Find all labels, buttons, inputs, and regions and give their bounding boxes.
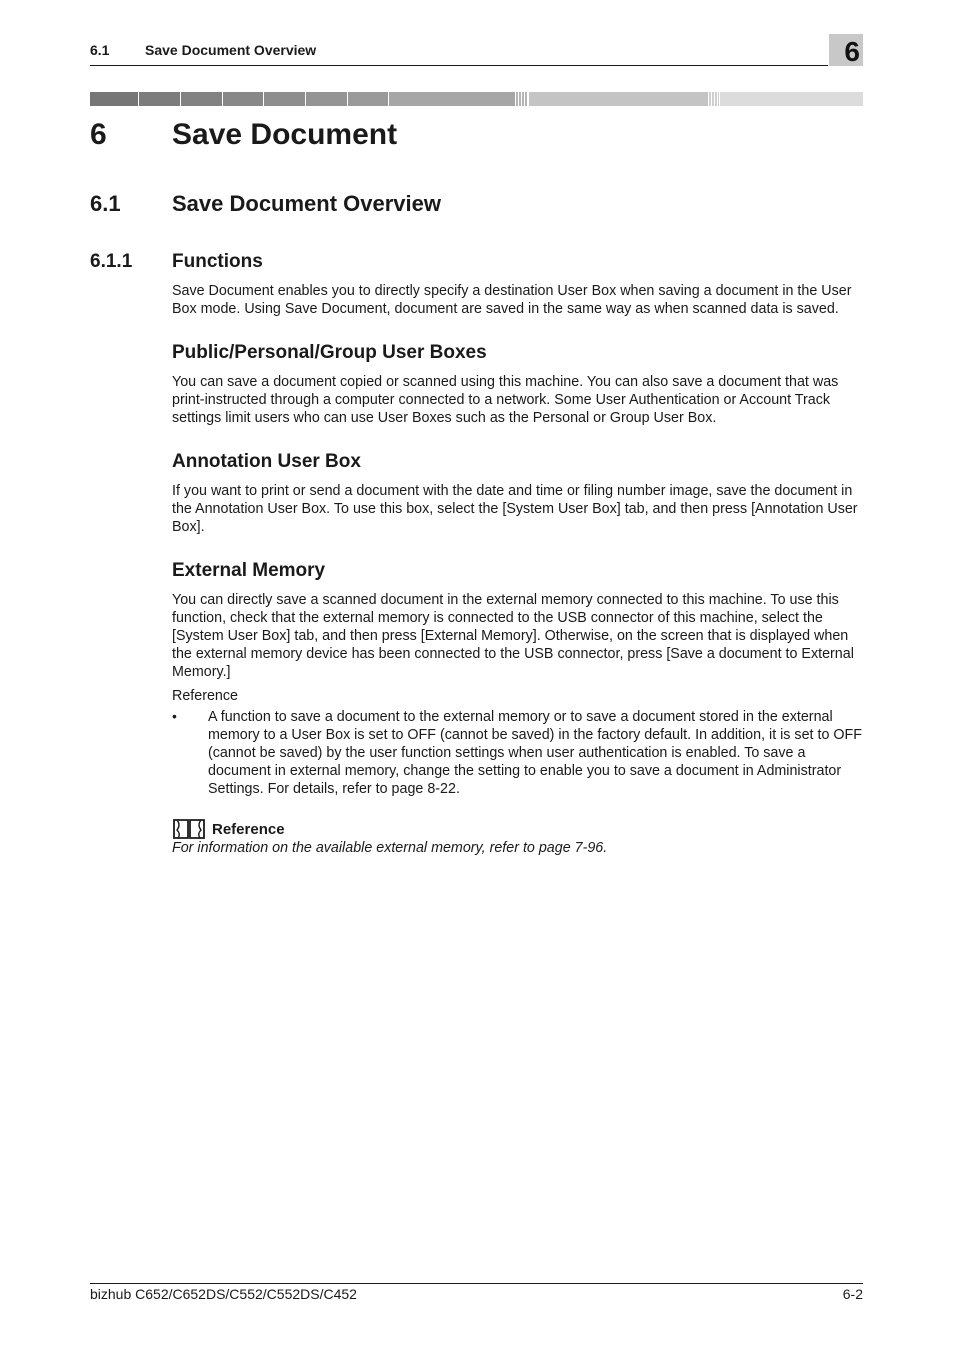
band-segment xyxy=(348,92,390,106)
header-section-title: Save Document Overview xyxy=(145,42,317,58)
external-memory-heading: External Memory xyxy=(172,560,326,581)
section-number: 6.1 xyxy=(90,191,121,216)
band-segment xyxy=(139,92,181,106)
subsection-title: Functions xyxy=(172,251,263,272)
public-boxes-body: You can save a document copied or scanned using this machine. You can also save a document that was print-instructed through a computer connected to a network. Some User Authentication or Account Track settings limit users who can use User Boxes such as the Personal or Group User Box. xyxy=(172,374,839,426)
external-memory-body: You can directly save a scanned document in the external memory connected to this machine. To use this function, check that the external memory is connected to the USB connector of this machine, select the [System User Box] tab, and then press [External Memory]. Otherwise, on the screen that is displayed when the external memory device has been connected to the USB connector, press [Save a document to External Memory.] xyxy=(172,592,854,680)
bullet-marker: • xyxy=(172,708,177,724)
footer-model: bizhub C652/C652DS/C552/C552DS/C452 xyxy=(90,1286,357,1302)
chapter-title: Save Document xyxy=(172,118,398,151)
subsection-number: 6.1.1 xyxy=(90,251,133,272)
public-boxes-heading: Public/Personal/Group User Boxes xyxy=(172,342,487,363)
band-segment xyxy=(223,92,265,106)
functions-intro: Save Document enables you to directly specify a destination User Box when saving a document in the User Box mode. Using Save Document, document are saved in the same way as when scanned data is saved. xyxy=(172,283,852,317)
chapter-tab: 6 xyxy=(829,34,863,66)
band-segment xyxy=(720,92,863,106)
band-segment xyxy=(389,92,516,106)
reference-label-inline: Reference xyxy=(172,688,238,704)
footer-page-number: 6-2 xyxy=(842,1286,863,1302)
decorative-band xyxy=(90,92,863,106)
header-rule xyxy=(90,65,828,66)
book-icon xyxy=(172,817,206,841)
annotation-box-body: If you want to print or send a document with the date and time or filing number image, save the document in the Annotation User Box. To use this box, select the [System User Box] tab, and then press [Annotation User Box]. xyxy=(172,483,858,535)
band-segment xyxy=(306,92,348,106)
reference-text: For information on the available external memory, refer to page 7-96. xyxy=(172,840,608,856)
band-segment xyxy=(516,92,529,106)
band-segment xyxy=(709,92,720,106)
annotation-box-heading: Annotation User Box xyxy=(172,451,361,472)
header-section-number: 6.1 xyxy=(90,42,110,58)
footer-rule xyxy=(90,1283,863,1284)
band-segment xyxy=(529,92,709,106)
section-title: Save Document Overview xyxy=(172,191,442,216)
band-segment xyxy=(181,92,223,106)
reference-heading: Reference xyxy=(212,821,285,838)
band-segment xyxy=(264,92,306,106)
reference-bullet-text: A function to save a document to the external memory or to save a document stored in the external memory to a User Box is set to OFF (cannot be saved) in the factory default. In addition, it is set to OFF (cannot be saved) by the user function settings when user authentication is enabled. To save a document in external memory, change the setting to enable you to save a document in Administrator Settings. For details, refer to page 8-22. xyxy=(208,709,862,797)
band-segment xyxy=(90,92,139,106)
chapter-number: 6 xyxy=(90,118,107,151)
